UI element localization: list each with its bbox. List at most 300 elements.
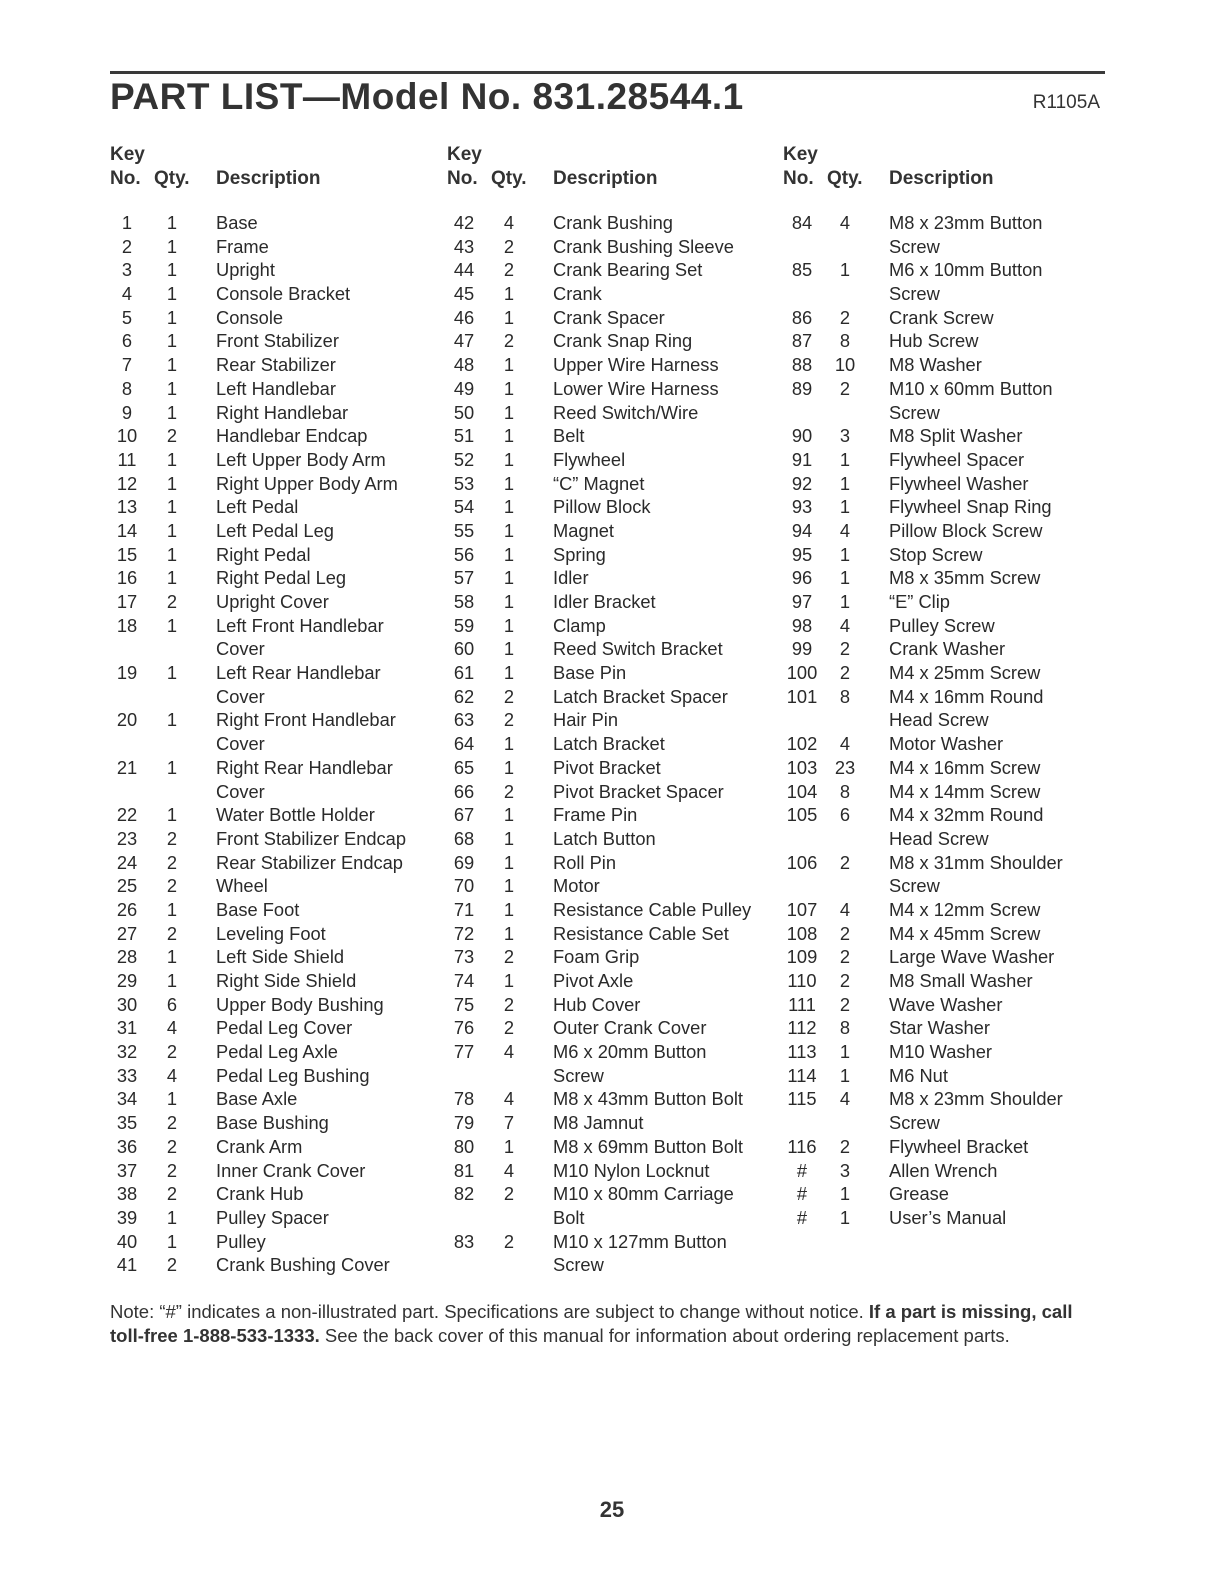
- part-quantity: 2: [503, 235, 515, 257]
- table-row: [783, 685, 1113, 709]
- part-description: M4 x 25mm Screw: [889, 662, 1041, 684]
- part-key-number: 112: [787, 1017, 817, 1039]
- part-quantity: 6: [166, 993, 178, 1015]
- table-row: [110, 803, 440, 827]
- part-quantity: 2: [839, 377, 851, 399]
- part-description: Base Pin: [553, 662, 627, 684]
- part-key-number: 50: [453, 401, 475, 423]
- part-quantity: 4: [503, 1088, 515, 1110]
- part-key-number: 31: [116, 1017, 138, 1039]
- table-row: [783, 353, 1113, 377]
- table-row: [783, 661, 1113, 685]
- part-key-number: 96: [791, 567, 813, 589]
- part-quantity: 1: [503, 283, 515, 305]
- part-quantity: 2: [503, 330, 515, 352]
- part-description: Spring: [553, 543, 606, 565]
- part-key-number: 78: [453, 1088, 475, 1110]
- part-key-number: 28: [116, 946, 138, 968]
- part-quantity: 1: [839, 472, 851, 494]
- part-description: Front Stabilizer: [216, 330, 339, 352]
- table-row: [110, 1206, 440, 1230]
- part-quantity: 2: [839, 306, 851, 328]
- table-row: [110, 1016, 440, 1040]
- part-description: Flywheel Bracket: [889, 1135, 1029, 1157]
- part-key-number: 9: [121, 401, 133, 423]
- table-row: [110, 495, 440, 519]
- table-row: [783, 637, 1113, 661]
- table-row: [110, 211, 440, 235]
- part-quantity: 1: [503, 733, 515, 755]
- header-key: Key: [783, 144, 818, 165]
- table-row: [783, 590, 1113, 614]
- part-key-number: 75: [453, 993, 475, 1015]
- table-row: [783, 1016, 1113, 1040]
- part-description: “C” Magnet: [553, 472, 645, 494]
- table-row: [447, 1135, 777, 1159]
- part-description: Cover: [216, 780, 265, 802]
- part-quantity: 2: [166, 1183, 178, 1205]
- part-quantity: 1: [166, 709, 178, 731]
- table-row: [783, 424, 1113, 448]
- part-quantity: 1: [503, 519, 515, 541]
- part-key-number: 105: [786, 804, 818, 826]
- part-quantity: 1: [166, 377, 178, 399]
- part-quantity: 1: [503, 377, 515, 399]
- table-row: [447, 1206, 777, 1230]
- part-description: Water Bottle Holder: [216, 804, 375, 826]
- table-row: [783, 851, 1113, 875]
- part-quantity: 2: [839, 946, 851, 968]
- part-description: Foam Grip: [553, 946, 640, 968]
- part-quantity: 6: [839, 804, 851, 826]
- part-description: Belt: [553, 425, 585, 447]
- part-key-number: 21: [116, 756, 138, 778]
- table-row: [110, 519, 440, 543]
- table-row: [783, 211, 1113, 235]
- part-description: Inner Crank Cover: [216, 1159, 366, 1181]
- part-quantity: 1: [166, 804, 178, 826]
- table-row: [110, 401, 440, 425]
- table-row: [110, 590, 440, 614]
- part-description: M4 x 14mm Screw: [889, 780, 1041, 802]
- part-description: Crank Bearing Set: [553, 259, 703, 281]
- part-key-number: 23: [116, 827, 138, 849]
- part-description: Cover: [216, 638, 265, 660]
- part-quantity: 1: [839, 1041, 851, 1063]
- part-key-number: 7: [121, 354, 133, 376]
- part-key-number: 29: [116, 970, 138, 991]
- part-key-number: 58: [453, 591, 475, 612]
- part-key-number: 99: [791, 638, 813, 660]
- part-quantity: 2: [839, 922, 851, 944]
- table-row: [110, 1111, 440, 1135]
- part-key-number: 52: [453, 448, 475, 470]
- part-description: M4 x 12mm Screw: [889, 898, 1041, 920]
- part-quantity: 2: [503, 685, 515, 707]
- part-quantity: 1: [166, 1206, 178, 1228]
- part-description: Pulley: [216, 1230, 266, 1252]
- part-key-number: 95: [791, 543, 813, 565]
- part-key-number: 73: [453, 946, 475, 968]
- table-row: [447, 1064, 777, 1088]
- table-row: [783, 874, 1113, 898]
- table-row: [110, 566, 440, 590]
- part-key-number: 8: [121, 377, 133, 399]
- part-quantity: 1: [839, 1064, 851, 1086]
- part-quantity: 2: [839, 993, 851, 1015]
- part-description: Latch Bracket: [553, 733, 665, 755]
- part-key-number: 19: [116, 662, 138, 684]
- table-row: [110, 377, 440, 401]
- table-row: [110, 424, 440, 448]
- table-row: [783, 235, 1113, 259]
- part-description: Screw: [553, 1064, 604, 1086]
- part-quantity: 1: [166, 898, 178, 920]
- part-quantity: 1: [166, 283, 178, 305]
- part-quantity: 1: [503, 662, 515, 684]
- part-description: M8 x 35mm Screw: [889, 567, 1041, 589]
- part-quantity: 4: [839, 519, 851, 541]
- part-description: “E” Clip: [889, 591, 950, 612]
- part-description: Pivot Bracket Spacer: [553, 780, 724, 802]
- header-key: Key: [110, 144, 145, 165]
- part-quantity: 8: [839, 685, 851, 707]
- part-description: Front Stabilizer Endcap: [216, 827, 407, 849]
- part-quantity: 1: [503, 1135, 515, 1157]
- part-key-number: 53: [453, 472, 475, 494]
- table-row: [110, 993, 440, 1017]
- part-description: Crank Snap Ring: [553, 330, 693, 352]
- part-quantity: 8: [839, 330, 851, 352]
- part-quantity: 1: [503, 756, 515, 778]
- part-key-number: 67: [453, 804, 475, 826]
- table-row: [783, 780, 1113, 804]
- part-quantity: 2: [503, 259, 515, 281]
- table-row: [783, 566, 1113, 590]
- part-description: Grease: [889, 1183, 949, 1205]
- part-description: Crank Bushing: [553, 212, 673, 233]
- part-quantity: 1: [166, 306, 178, 328]
- part-description: Cover: [216, 685, 265, 707]
- table-row: [783, 306, 1113, 330]
- part-description: M8 Washer: [889, 354, 982, 376]
- part-description: M8 Jamnut: [553, 1112, 644, 1134]
- part-description: Pillow Block Screw: [889, 519, 1043, 541]
- table-row: [447, 519, 777, 543]
- part-key-number: 12: [116, 472, 138, 494]
- table-row: [110, 306, 440, 330]
- part-key-number: 85: [791, 259, 813, 281]
- part-quantity: 4: [839, 733, 851, 755]
- table-row: [110, 1230, 440, 1254]
- part-description: Base: [216, 212, 258, 233]
- part-key-number: 101: [786, 685, 818, 707]
- part-quantity: 2: [839, 1135, 851, 1157]
- part-key-number: 34: [116, 1088, 138, 1110]
- part-description: Head Screw: [889, 709, 989, 731]
- part-quantity: 1: [166, 614, 178, 636]
- part-description: Resistance Cable Pulley: [553, 898, 752, 920]
- part-quantity: 1: [166, 567, 178, 589]
- header-description: Description: [216, 168, 321, 189]
- part-quantity: 1: [166, 1088, 178, 1110]
- table-row: [447, 614, 777, 638]
- part-description: Screw: [553, 1254, 604, 1276]
- part-quantity: 1: [166, 212, 178, 233]
- table-row: [783, 708, 1113, 732]
- table-row: [110, 708, 440, 732]
- part-key-number: 38: [116, 1183, 138, 1205]
- part-description: Hair Pin: [553, 709, 619, 731]
- part-key-number: 77: [453, 1041, 475, 1063]
- parts-column-2: [447, 142, 777, 1277]
- table-row: [447, 377, 777, 401]
- part-key-number: 13: [116, 496, 138, 518]
- part-quantity: 2: [503, 1230, 515, 1252]
- table-row: [783, 401, 1113, 425]
- part-description: Motor: [553, 875, 600, 897]
- part-quantity: 4: [839, 898, 851, 920]
- table-row: [110, 1159, 440, 1183]
- part-key-number: 32: [116, 1041, 138, 1063]
- part-key-number: 74: [453, 970, 475, 991]
- part-description: M8 x 31mm Shoulder: [889, 851, 1063, 873]
- table-row: [110, 1040, 440, 1064]
- part-key-number: 71: [453, 898, 475, 920]
- note-missing-part: If a part is missing, call toll-free 1-888-533-1333.: [110, 1301, 1073, 1346]
- part-description: M10 x 127mm Button: [553, 1230, 727, 1252]
- part-key-number: 89: [791, 377, 813, 399]
- part-key-number: 11: [117, 448, 137, 470]
- part-description: Crank Bushing Cover: [216, 1254, 390, 1276]
- part-quantity: 1: [503, 851, 515, 873]
- part-description: Pulley Spacer: [216, 1206, 329, 1228]
- part-quantity: 1: [503, 496, 515, 518]
- part-key-number: 30: [116, 993, 138, 1015]
- table-row: [447, 661, 777, 685]
- table-row: [110, 1064, 440, 1088]
- table-row: [783, 258, 1113, 282]
- part-quantity: 1: [166, 543, 178, 565]
- part-quantity: 1: [839, 543, 851, 565]
- part-quantity: 3: [839, 425, 851, 447]
- part-quantity: 1: [839, 496, 851, 518]
- part-quantity: 2: [166, 591, 178, 612]
- part-quantity: 1: [839, 1183, 851, 1205]
- part-description: M10 x 80mm Carriage: [553, 1183, 734, 1205]
- part-key-number: 86: [791, 306, 813, 328]
- part-key-number: 17: [116, 591, 138, 612]
- table-row: [110, 945, 440, 969]
- table-row: [783, 1206, 1113, 1230]
- table-row: [783, 472, 1113, 496]
- part-key-number: 51: [453, 425, 475, 447]
- part-quantity: 7: [503, 1112, 515, 1134]
- table-row: [447, 685, 777, 709]
- table-row: [110, 637, 440, 661]
- footnote: [110, 1300, 1100, 1348]
- table-row: [447, 353, 777, 377]
- table-row: [783, 945, 1113, 969]
- part-key-number: 114: [787, 1064, 817, 1086]
- part-key-number: 56: [453, 543, 475, 565]
- part-description: M10 Nylon Locknut: [553, 1159, 710, 1181]
- table-row: [110, 874, 440, 898]
- part-description: Screw: [889, 283, 940, 305]
- part-key-number: 68: [453, 827, 475, 849]
- part-quantity: 1: [166, 1230, 178, 1252]
- table-row: [110, 827, 440, 851]
- part-description: Idler Bracket: [553, 591, 656, 612]
- part-key-number: 66: [453, 780, 475, 802]
- title-rule: [110, 71, 1105, 74]
- part-quantity: 2: [503, 1183, 515, 1205]
- part-key-number: 10: [116, 425, 138, 447]
- part-description: Hub Cover: [553, 993, 641, 1015]
- table-row: [783, 1087, 1113, 1111]
- table-row: [110, 898, 440, 922]
- part-key-number: 87: [791, 330, 813, 352]
- part-quantity: 1: [503, 898, 515, 920]
- part-key-number: 60: [453, 638, 475, 660]
- part-quantity: 3: [839, 1159, 851, 1181]
- table-row: [783, 282, 1113, 306]
- part-description: Right Upper Body Arm: [216, 472, 398, 494]
- table-row: [110, 780, 440, 804]
- table-row: [447, 898, 777, 922]
- part-quantity: 1: [166, 662, 178, 684]
- part-quantity: 2: [839, 851, 851, 873]
- part-key-number: 91: [791, 448, 813, 470]
- part-description: Handlebar Endcap: [216, 425, 368, 447]
- table-row: [447, 566, 777, 590]
- part-quantity: 1: [166, 472, 178, 494]
- table-row: [783, 1064, 1113, 1088]
- header-qty: Qty.: [827, 168, 863, 189]
- table-row: [447, 282, 777, 306]
- part-description: Right Rear Handlebar: [216, 756, 393, 778]
- part-key-number: 44: [453, 259, 475, 281]
- part-quantity: 2: [503, 709, 515, 731]
- table-row: [783, 1135, 1113, 1159]
- table-row: [447, 922, 777, 946]
- part-key-number: 111: [788, 993, 816, 1015]
- table-row: [447, 258, 777, 282]
- table-row: [783, 614, 1113, 638]
- part-description: Right Front Handlebar: [216, 709, 396, 731]
- part-description: M6 x 10mm Button: [889, 259, 1043, 281]
- parts-rows: [447, 211, 777, 1277]
- revision-code: R1105A: [1032, 92, 1100, 113]
- table-row: [110, 922, 440, 946]
- table-row: [447, 732, 777, 756]
- part-quantity: 2: [503, 993, 515, 1015]
- part-description: Left Rear Handlebar: [216, 662, 381, 684]
- column-header: [110, 142, 440, 197]
- part-quantity: 1: [839, 567, 851, 589]
- column-header: [783, 142, 1113, 197]
- table-row: [110, 756, 440, 780]
- part-description: Reed Switch/Wire: [553, 401, 699, 423]
- table-row: [447, 969, 777, 993]
- table-row: [447, 1159, 777, 1183]
- part-description: Frame Pin: [553, 804, 638, 826]
- part-description: Screw: [889, 1112, 940, 1134]
- part-key-number: 57: [453, 567, 475, 589]
- part-key-number: 104: [786, 780, 818, 802]
- table-row: [110, 235, 440, 259]
- part-description: Crank Bushing Sleeve: [553, 235, 734, 257]
- part-key-number: 65: [453, 756, 475, 778]
- part-quantity: 10: [834, 354, 856, 376]
- part-key-number: 97: [791, 591, 813, 612]
- part-description: Pivot Bracket: [553, 756, 661, 778]
- part-description: Magnet: [553, 519, 614, 541]
- part-quantity: 1: [503, 804, 515, 826]
- part-description: Allen Wrench: [889, 1159, 998, 1181]
- part-description: Clamp: [553, 614, 606, 636]
- part-key-number: 113: [787, 1041, 817, 1063]
- part-quantity: 2: [166, 1041, 178, 1063]
- part-quantity: 1: [166, 519, 178, 541]
- page-title: PART LIST—Model No. 831.28544.1: [110, 76, 744, 117]
- part-key-number: 98: [791, 614, 813, 636]
- part-quantity: 1: [503, 591, 515, 612]
- part-key-number: 40: [116, 1230, 138, 1252]
- table-row: [447, 708, 777, 732]
- part-quantity: 2: [166, 875, 178, 897]
- part-description: Left Upper Body Arm: [216, 448, 386, 470]
- table-row: [447, 1111, 777, 1135]
- table-row: [447, 874, 777, 898]
- table-row: [447, 780, 777, 804]
- part-description: Flywheel Washer: [889, 472, 1029, 494]
- page-number: 25: [599, 1497, 625, 1522]
- table-row: [110, 614, 440, 638]
- table-row: [110, 969, 440, 993]
- part-quantity: 4: [839, 614, 851, 636]
- part-description: Screw: [889, 401, 940, 423]
- part-description: Left Pedal: [216, 496, 299, 518]
- part-description: M4 x 16mm Round: [889, 685, 1044, 707]
- part-description: Rear Stabilizer Endcap: [216, 851, 403, 873]
- part-description: Screw: [889, 875, 940, 897]
- part-quantity: 4: [503, 1159, 515, 1181]
- table-row: [447, 472, 777, 496]
- part-quantity: 1: [166, 970, 178, 991]
- table-row: [447, 637, 777, 661]
- part-key-number: 61: [453, 662, 475, 684]
- header-key: Key: [447, 144, 482, 165]
- part-description: Cover: [216, 733, 265, 755]
- part-quantity: 4: [839, 212, 851, 233]
- part-key-number: 15: [116, 543, 138, 565]
- part-quantity: 2: [839, 970, 851, 991]
- table-row: [783, 1040, 1113, 1064]
- part-quantity: 1: [839, 448, 851, 470]
- table-row: [110, 1253, 440, 1277]
- part-description: Crank Arm: [216, 1135, 303, 1157]
- part-quantity: 2: [503, 1017, 515, 1039]
- part-key-number: 35: [116, 1112, 138, 1134]
- table-row: [783, 377, 1113, 401]
- part-description: M8 x 23mm Shoulder: [889, 1088, 1063, 1110]
- table-row: [783, 1182, 1113, 1206]
- part-description: Star Washer: [889, 1017, 990, 1039]
- part-quantity: 2: [166, 851, 178, 873]
- part-quantity: 1: [503, 638, 515, 660]
- part-description: Right Pedal Leg: [216, 567, 347, 589]
